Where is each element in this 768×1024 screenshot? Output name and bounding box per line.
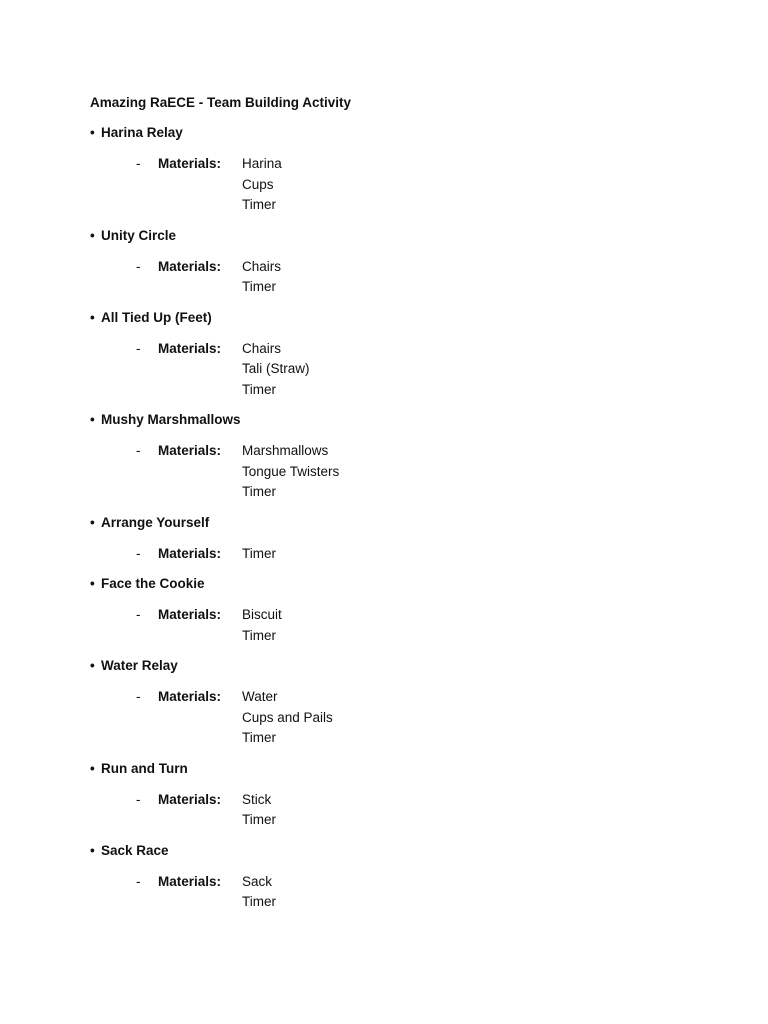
- material-item: Marshmallows: [242, 443, 329, 458]
- activity-item: [90, 308, 710, 401]
- bullet-icon: •: [90, 842, 95, 858]
- materials-label: Materials:: [158, 607, 222, 622]
- material-item: Sack: [242, 873, 273, 889]
- materials-label: Materials:: [158, 258, 222, 274]
- material-item: Water: [242, 689, 278, 704]
- material-item: Timer: [242, 730, 276, 745]
- activity-heading: [90, 759, 710, 779]
- activity-item: [90, 759, 710, 831]
- activity-name: All Tied Up (Feet): [101, 309, 212, 325]
- material-item: Timer: [242, 894, 276, 909]
- materials-row: [90, 154, 710, 216]
- material-item: Timer: [242, 381, 276, 397]
- activity-name: Unity Circle: [101, 227, 177, 243]
- dash-marker: -: [136, 689, 141, 704]
- activity-heading: [90, 410, 710, 430]
- activity-name: Harina Relay: [101, 125, 183, 140]
- activity-heading: [90, 308, 710, 328]
- activity-item: [90, 226, 710, 298]
- material-item: Stick: [242, 791, 272, 807]
- dash-marker: -: [136, 258, 141, 274]
- materials-list: [242, 257, 281, 298]
- activity-heading: [90, 656, 710, 676]
- material-item: Biscuit: [242, 607, 282, 622]
- bullet-icon: •: [90, 227, 95, 243]
- bullet-icon: •: [90, 576, 95, 591]
- materials-list: [242, 544, 276, 565]
- activity-heading: [90, 226, 710, 246]
- activity-item: [90, 513, 710, 565]
- activity-heading: [90, 841, 710, 861]
- materials-row: [90, 790, 710, 831]
- activity-name: Face the Cookie: [101, 576, 205, 591]
- material-item: Timer: [242, 279, 276, 294]
- activity-item: [90, 841, 710, 913]
- materials-list: [242, 687, 333, 749]
- material-item: Tali (Straw): [242, 361, 310, 376]
- bullet-icon: •: [90, 514, 95, 530]
- materials-label: Materials:: [158, 545, 222, 561]
- activity-heading: [90, 513, 710, 533]
- dash-marker: -: [136, 791, 141, 807]
- materials-list: [242, 872, 276, 913]
- material-item: Timer: [242, 627, 276, 643]
- activity-name: Mushy Marshmallows: [101, 412, 241, 427]
- material-item: Tongue Twisters: [242, 463, 340, 479]
- dash-marker: -: [136, 545, 141, 561]
- activity-name: Water Relay: [101, 658, 178, 673]
- material-item: Cups: [242, 176, 274, 192]
- materials-list: [242, 790, 276, 831]
- document-title: Amazing RaECE - Team Building Activity: [90, 95, 352, 110]
- materials-row: [90, 605, 710, 646]
- materials-row: [90, 544, 710, 565]
- activity-heading: [90, 123, 710, 143]
- materials-label: Materials:: [158, 340, 222, 356]
- material-item: Timer: [242, 484, 276, 499]
- materials-row: [90, 441, 710, 503]
- material-item: Cups and Pails: [242, 709, 333, 725]
- material-item: Harina: [242, 156, 282, 171]
- activity-item: [90, 410, 710, 503]
- bullet-icon: •: [90, 309, 95, 325]
- activity-name: Run and Turn: [101, 760, 188, 776]
- material-item: Timer: [242, 545, 276, 561]
- materials-label: Materials:: [158, 156, 222, 171]
- activity-name: Arrange Yourself: [101, 514, 210, 530]
- activity-name: Sack Race: [101, 842, 169, 858]
- dash-marker: -: [136, 873, 141, 889]
- materials-list: [242, 339, 310, 401]
- dash-marker: -: [136, 607, 141, 622]
- activity-list: [90, 123, 710, 913]
- activity-heading: [90, 574, 710, 594]
- materials-list: [242, 441, 339, 503]
- materials-list: [242, 154, 282, 216]
- document-page: [90, 93, 710, 923]
- materials-label: Materials:: [158, 791, 222, 807]
- materials-row: [90, 872, 710, 913]
- material-item: Timer: [242, 197, 276, 212]
- bullet-icon: •: [90, 412, 95, 427]
- dash-marker: -: [136, 156, 141, 171]
- material-item: Timer: [242, 812, 276, 827]
- materials-label: Materials:: [158, 873, 222, 889]
- activity-item: [90, 574, 710, 646]
- material-item: Chairs: [242, 258, 282, 274]
- bullet-icon: •: [90, 658, 95, 673]
- materials-row: [90, 339, 710, 401]
- dash-marker: -: [136, 443, 141, 458]
- dash-marker: -: [136, 340, 141, 356]
- materials-list: [242, 605, 282, 646]
- materials-label: Materials:: [158, 443, 222, 458]
- materials-label: Materials:: [158, 689, 222, 704]
- activity-item: [90, 123, 710, 216]
- activity-item: [90, 656, 710, 749]
- material-item: Chairs: [242, 340, 282, 356]
- bullet-icon: •: [90, 125, 95, 140]
- materials-row: [90, 687, 710, 749]
- materials-row: [90, 257, 710, 298]
- bullet-icon: •: [90, 760, 95, 776]
